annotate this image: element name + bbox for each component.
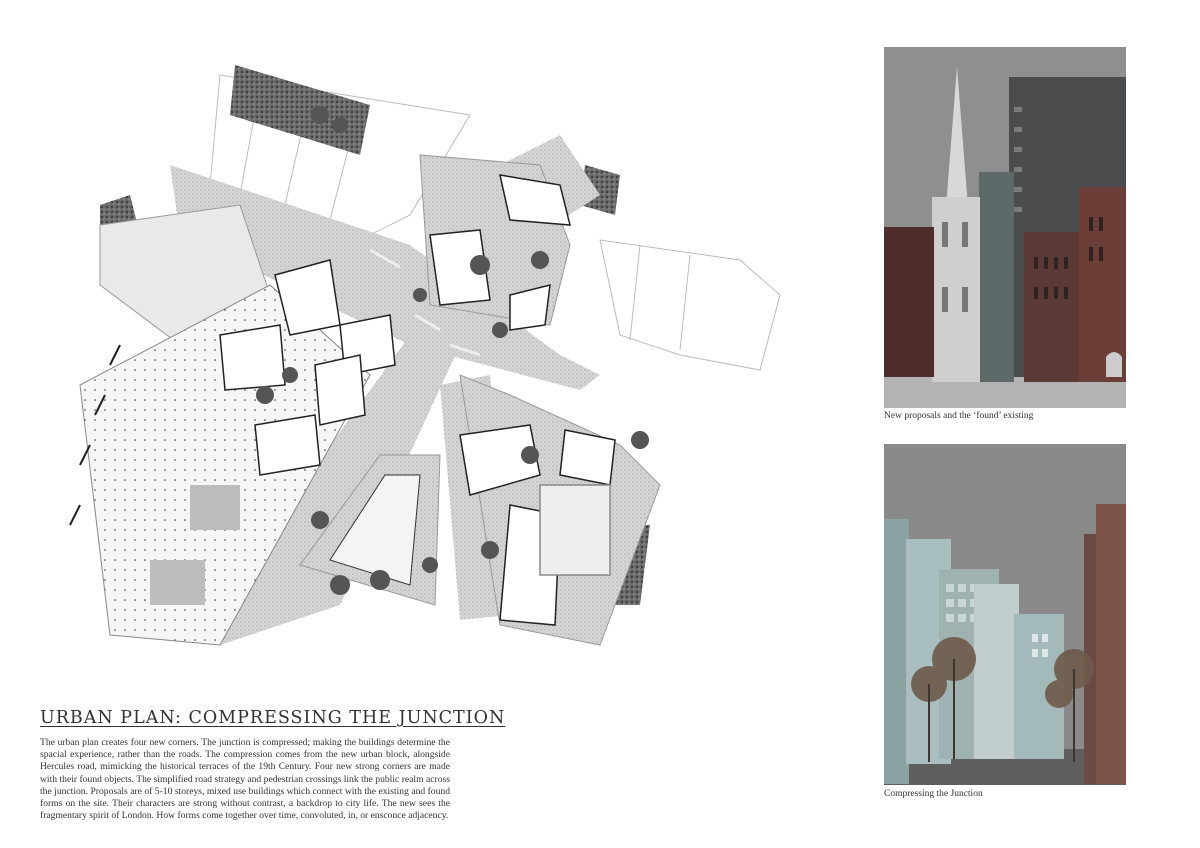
render-found-existing (884, 47, 1126, 408)
render-2-caption: Compressing the Junction (884, 789, 983, 799)
render-compressing-junction (884, 444, 1126, 785)
plan-description: The urban plan creates four new corners. The junction is compressed; making the buildings determine the spacial experience, rather than the roads. The compression comes from the new urban block, alongside Hercules road, mimicking the historical terraces of the 19th Century. Four new strong corners are made with their found objects. The simplified road strategy and pedestrian crossings link the public realm across the junction. Proposals are of 5-10 storeys, mixed use buildings which connect with the existing and found forms on the site. Their characters are strong without contrast, a backdrop to city life. The new sees the fragmentary spirit of London. How forms come together over time, convoluted, in, or ensconce adjacency. (40, 737, 450, 822)
render-1-caption: New proposals and the ‘found’ existing (884, 411, 1034, 421)
urban-plan-drawing (40, 45, 800, 675)
plan-title: URBAN PLAN: COMPRESSING THE JUNCTION (40, 708, 506, 728)
